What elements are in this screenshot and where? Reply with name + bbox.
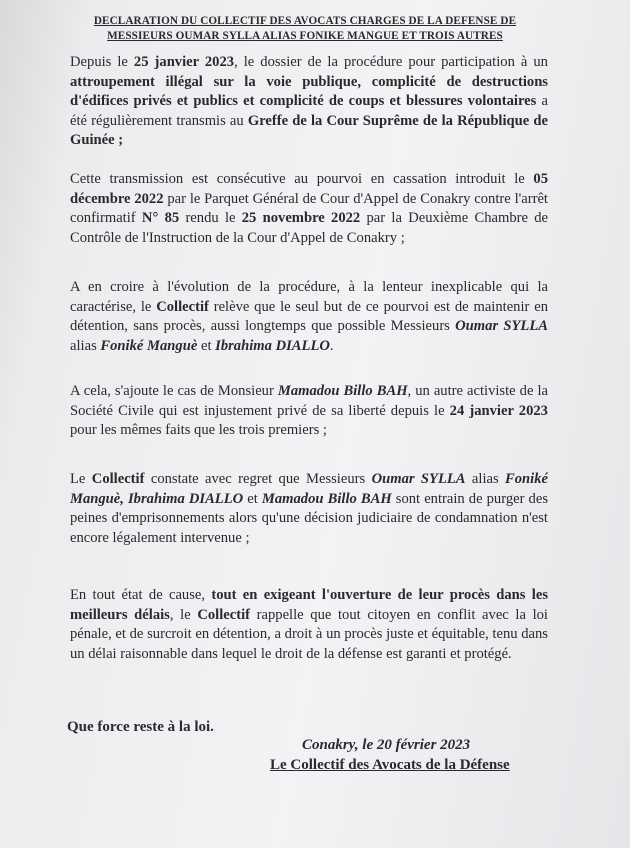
paragraph-4 [70, 382, 548, 441]
collectif-emphasis: Collectif [197, 606, 251, 623]
text: et [243, 490, 262, 507]
text: Cette transmission est consécutive au pourvoi en cassation introduit le [70, 171, 534, 187]
person-name: Oumar SYLLA [371, 471, 466, 487]
text: rappelle que tout citoyen en conflit avec la loi pénale, et de surcroit en détention, a droit à un procès juste et équitable, tenu dans un délai raisonnable dans lequel le droit de la défense est garanti et protégé. [70, 606, 548, 662]
court-emphasis: Greffe de la Cour Suprême de la République de Guinée ; [70, 112, 548, 149]
text: , un autre activiste de la Société Civile qui est injustement privé de sa liberté depuis le [70, 383, 548, 419]
person-name: Mamadou Billo BAH [277, 383, 408, 399]
text: Le [70, 471, 92, 487]
charges-emphasis: attroupement illégal sur la voie publique, complicité de destructions d'édifices privés et publics et complicité de coups et blessures volontaires [70, 73, 548, 110]
text: sont entrain de purger des peines d'emprisonnements alors qu'une décision judiciaire de condamnation n'est encore légalement intervenue ; [70, 490, 548, 546]
collectif-emphasis: Collectif [91, 471, 145, 487]
text: a été régulièrement transmis au [70, 93, 548, 129]
text: par le Parquet Général de Cour d'Appel de Conakry contre l'arrêt confirmatif [70, 190, 548, 227]
person-name: Ibrahima DIALLO [215, 337, 330, 354]
title-line-1: DECLARATION DU COLLECTIF DES AVOCATS CHARGES DE LA DEFENSE DE [93, 15, 517, 27]
collectif-emphasis: Collectif [156, 298, 209, 315]
signature-place-date: Conakry, le 20 février 2023 [302, 737, 471, 753]
ruling-number: N° 85 [141, 210, 180, 227]
text: alias [465, 471, 506, 487]
date-emphasis: 25 novembre 2022 [241, 210, 361, 227]
text: , le [169, 606, 198, 623]
paragraph-1 [70, 53, 548, 151]
text: alias [70, 337, 101, 354]
paragraph-3 [70, 278, 548, 356]
date-emphasis: 05 décembre 2022 [70, 171, 548, 207]
text: constate avec regret que Messieurs [144, 471, 372, 487]
signature-name: Le Collectif des Avocats de la Défense [270, 757, 510, 773]
document-title [70, 14, 540, 44]
text: A en croire à l'évolution de la procédure, à la lenteur inexplicable qui la caractérise, le [70, 279, 548, 315]
person-name: Foniké Manguè [100, 337, 198, 354]
text: . [329, 337, 334, 354]
text: pour les mêmes faits que les trois premiers ; [70, 422, 327, 439]
person-name: Foniké Manguè, Ibrahima DIALLO [70, 471, 549, 507]
paragraph-5 [70, 470, 548, 548]
text: En tout état de cause, [70, 587, 212, 603]
person-name: Oumar SYLLA [455, 318, 548, 335]
text: , le dossier de la procédure pour participation à un [234, 54, 548, 70]
date-emphasis: 25 janvier 2023 [133, 54, 235, 70]
text: relève que le seul but de ce pourvoi est de maintenir en détention, sans procès, aussi longtemps que possible Messieurs [70, 298, 548, 335]
text: Depuis le [70, 54, 134, 70]
demand-emphasis: tout en exigeant l'ouverture de leur procès dans les meilleurs délais [70, 587, 548, 623]
text: par la Deuxième Chambre de Contrôle de l'Instruction de la Cour d'Appel de Conakry ; [70, 210, 548, 246]
date-emphasis: 24 janvier 2023 [449, 402, 548, 419]
text: et [197, 337, 216, 354]
paragraph-2 [70, 170, 548, 248]
text: A cela, s'ajoute le cas de Monsieur [70, 383, 278, 399]
person-name: Mamadou Billo BAH [261, 490, 392, 507]
paragraph-6 [70, 586, 548, 664]
text: rendu le [179, 210, 242, 227]
title-line-2: MESSIEURS OUMAR SYLLA ALIAS FONIKE MANGUE ET TROIS AUTRES [107, 30, 503, 42]
closing-statement: Que force reste à la loi. [67, 719, 214, 735]
